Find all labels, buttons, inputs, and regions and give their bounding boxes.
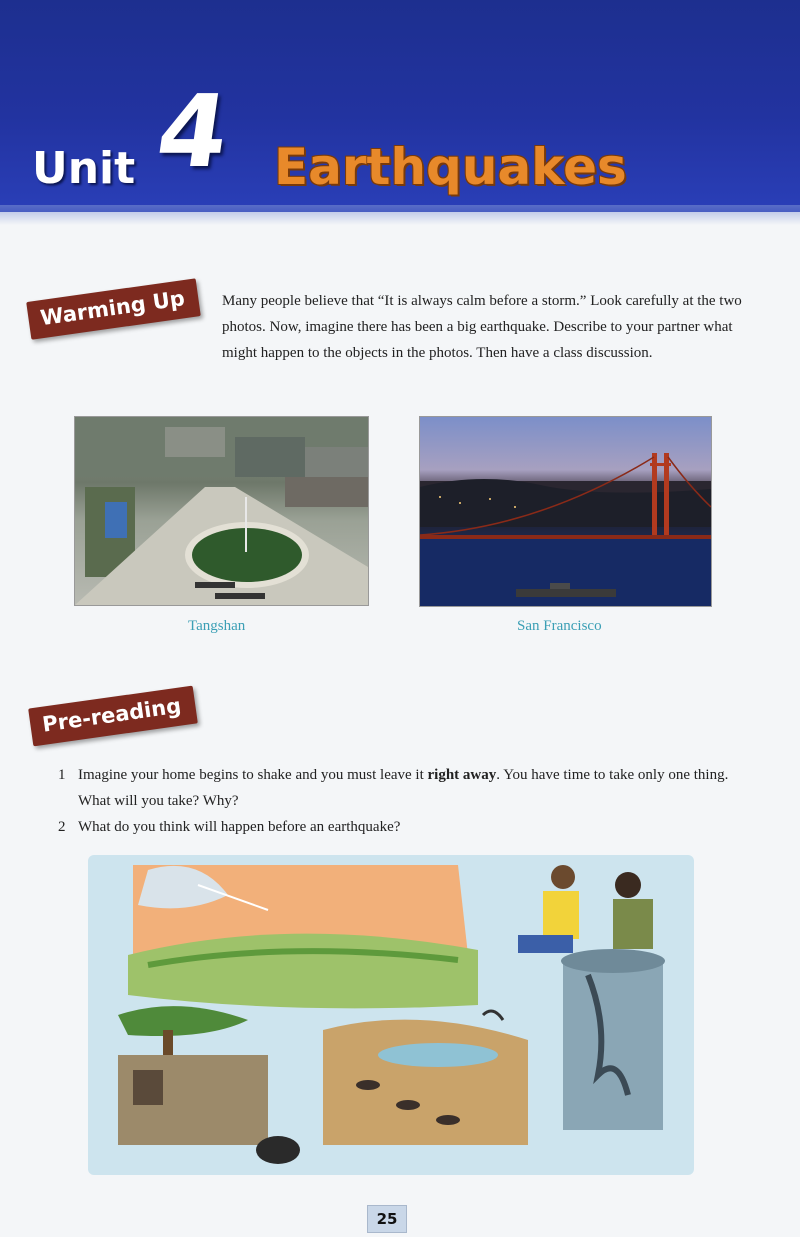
tangshan-photo bbox=[74, 416, 369, 606]
san-francisco-caption: San Francisco bbox=[517, 618, 602, 634]
question-text-end: . You have time to take only one thing. What will you take? Why? bbox=[78, 767, 729, 809]
question-text-start: What do you think will happen before an earthquake? bbox=[78, 819, 401, 835]
question-2 bbox=[58, 814, 758, 840]
unit-title: Earthquakes bbox=[274, 138, 627, 196]
pre-reading-tag: Pre-reading bbox=[28, 686, 197, 747]
warming-up-text: Many people believe that “It is always calm before a storm.” Look carefully at the two photos. Now, imagine there has been a big earthquake. Describe to your partner what might happen to the objects in the photos. Then have a class discussion. bbox=[222, 293, 742, 361]
unit-number: 4 bbox=[149, 73, 236, 190]
question-number: 1 bbox=[58, 767, 66, 783]
question-text-start: Imagine your home begins to shake and you must leave it bbox=[78, 767, 428, 783]
golden-gate-illustration bbox=[420, 417, 711, 606]
san-francisco-photo bbox=[419, 416, 712, 607]
illustration-scene bbox=[88, 855, 694, 1175]
page-number: 25 bbox=[367, 1205, 407, 1233]
unit-word: Unit bbox=[32, 143, 136, 194]
tangshan-illustration bbox=[75, 417, 368, 605]
question-1 bbox=[58, 762, 758, 814]
question-number: 2 bbox=[58, 819, 66, 835]
earthquake-signs-illustration bbox=[88, 855, 694, 1175]
warming-up-tag: Warming Up bbox=[26, 278, 201, 339]
question-bold-phrase: right away bbox=[427, 767, 497, 783]
tangshan-caption: Tangshan bbox=[188, 618, 246, 634]
header-fade bbox=[0, 205, 800, 225]
pre-reading-questions bbox=[58, 762, 758, 840]
